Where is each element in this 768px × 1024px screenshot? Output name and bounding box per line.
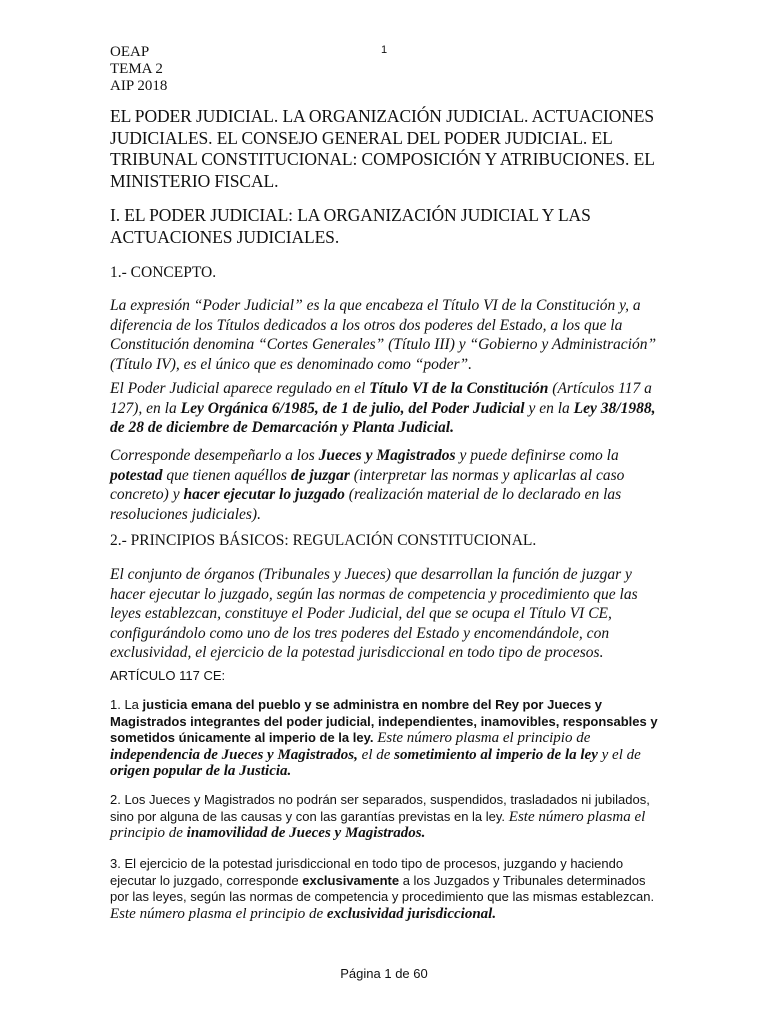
header-line: OEAP [110, 44, 150, 60]
principios-paragraph: El conjunto de órganos (Tribunales y Jueces) que desarrollan la función de juzgar y hacer ejecutar lo juzgado, según las normas de competencia y procedimiento que las leyes establezcan, constituye el Poder Judicial, del que se ocupa el Título VI CE, configurándolo como uno de los tres poderes del Estado y encomendándole, con exclusividad, el ejercicio de la potestad jurisdiccional en todo tipo de procesos. [110, 566, 638, 661]
concepto-paragraph-1: La expresión “Poder Judicial” es la que encabeza el Título VI de la Constitución y, a diferencia de los Títulos dedicados a los otros dos poderes del Estado, a los que la Constitución denomina “Cortes Generales” (Título III) y “Gobierno y Administración” (Título IV), es el único que es denominado como “poder”. [110, 297, 657, 373]
page-footer: Página 1 de 60 [340, 966, 428, 981]
text-run: El Poder Judicial aparece regulado en el [110, 380, 370, 397]
articulo-item-1 [110, 697, 665, 780]
bold-run: potestad [110, 466, 163, 484]
italic-run: el de [357, 746, 395, 763]
text-run: 1. La [110, 697, 143, 712]
text-run: y en la [524, 399, 574, 417]
text-run: 3. El ejercicio de la potestad jurisdiccional en todo tipo de procesos, juzgando y haciendo ejecutar lo juzgado, corresponde [110, 856, 624, 888]
bold-italic-run: inamovilidad de Jueces y Magistrados. [186, 825, 426, 841]
text-run: (interpretar las normas y aplicarlas al caso concreto) y [110, 466, 625, 503]
text-run: a los Juzgados y Tribunales determinados por las leyes, según las normas de competencia y procedimiento que las mismas establezcan. [110, 872, 655, 904]
bold-italic-run: sometimiento al imperio de la ley [394, 746, 598, 763]
principios-heading: 2.- PRINCIPIOS BÁSICOS: REGULACIÓN CONSTITUCIONAL. [110, 532, 537, 549]
bold-run: exclusivamente [302, 872, 400, 888]
concepto-paragraph-3 [110, 446, 665, 524]
text-run: (Artículos 117 a 127), en la [110, 380, 652, 417]
italic-run: y el de [597, 746, 641, 763]
articulo-item-2 [110, 792, 665, 842]
bold-run: Ley Orgánica 6/1985, de 1 de julio, del Poder Judicial [180, 399, 525, 417]
bold-italic-run: independencia de Jueces y Magistrados, [110, 746, 358, 763]
italic-run: Este número plasma el principio de [373, 730, 591, 746]
italic-run: Este número plasma el principio de [110, 808, 646, 841]
page-marker: 1 [381, 44, 388, 56]
articulo-item-3 [110, 856, 665, 922]
section-title: I. EL PODER JUDICIAL: LA ORGANIZACIÓN JUDICIAL Y LAS ACTUACIONES JUDICIALES. [110, 205, 591, 247]
italic-run: Este número plasma el principio de [110, 905, 327, 922]
text-run: y puede definirse como la [455, 447, 619, 464]
text-run: Corresponde desempeñarlo a los [110, 447, 319, 464]
bold-run: Jueces y Magistrados [318, 447, 456, 464]
main-title: EL PODER JUDICIAL. LA ORGANIZACIÓN JUDICIAL. ACTUACIONES JUDICIALES. EL CONSEJO GENERAL DEL PODER JUDICIAL. EL TRIBUNAL CONSTITUCIONAL: COMPOSICIÓN Y ATRIBUCIONES. EL MINISTERIO FISCAL. [110, 106, 655, 191]
bold-italic-run: exclusividad jurisdiccional. [326, 905, 497, 922]
bold-run: Título VI de la Constitución [369, 380, 549, 397]
articulo-label: ARTÍCULO 117 CE: [110, 668, 226, 683]
bold-italic-run: origen popular de la Justicia. [110, 763, 292, 779]
concepto-heading: 1.- CONCEPTO. [110, 264, 217, 281]
bold-run: Ley 38/1988, de 28 de diciembre de Demarcación y Planta Judicial. [110, 399, 656, 436]
text-run: (realización material de lo declarado en las resoluciones judiciales). [110, 486, 622, 523]
bold-run: justicia emana del pueblo y se administra en nombre del Rey por Jueces y Magistrados integrantes del poder judicial, independientes, inamovibles, responsables y sometidos únicamente al imperio de la ley. [110, 697, 658, 745]
text-run: que tienen aquéllos [162, 466, 291, 484]
document-header [110, 44, 167, 95]
bold-run: hacer ejecutar lo juzgado [183, 486, 345, 503]
header-line: TEMA 2 [110, 61, 163, 77]
bold-run: de juzgar [290, 466, 350, 484]
header-line: AIP 2018 [110, 78, 168, 94]
concepto-paragraph-2 [110, 379, 665, 438]
text-run: 2. Los Jueces y Magistrados no podrán ser separados, suspendidos, trasladados ni jubilados, sino por alguna de las causas y con las garantías previstas en la ley. [110, 792, 650, 824]
